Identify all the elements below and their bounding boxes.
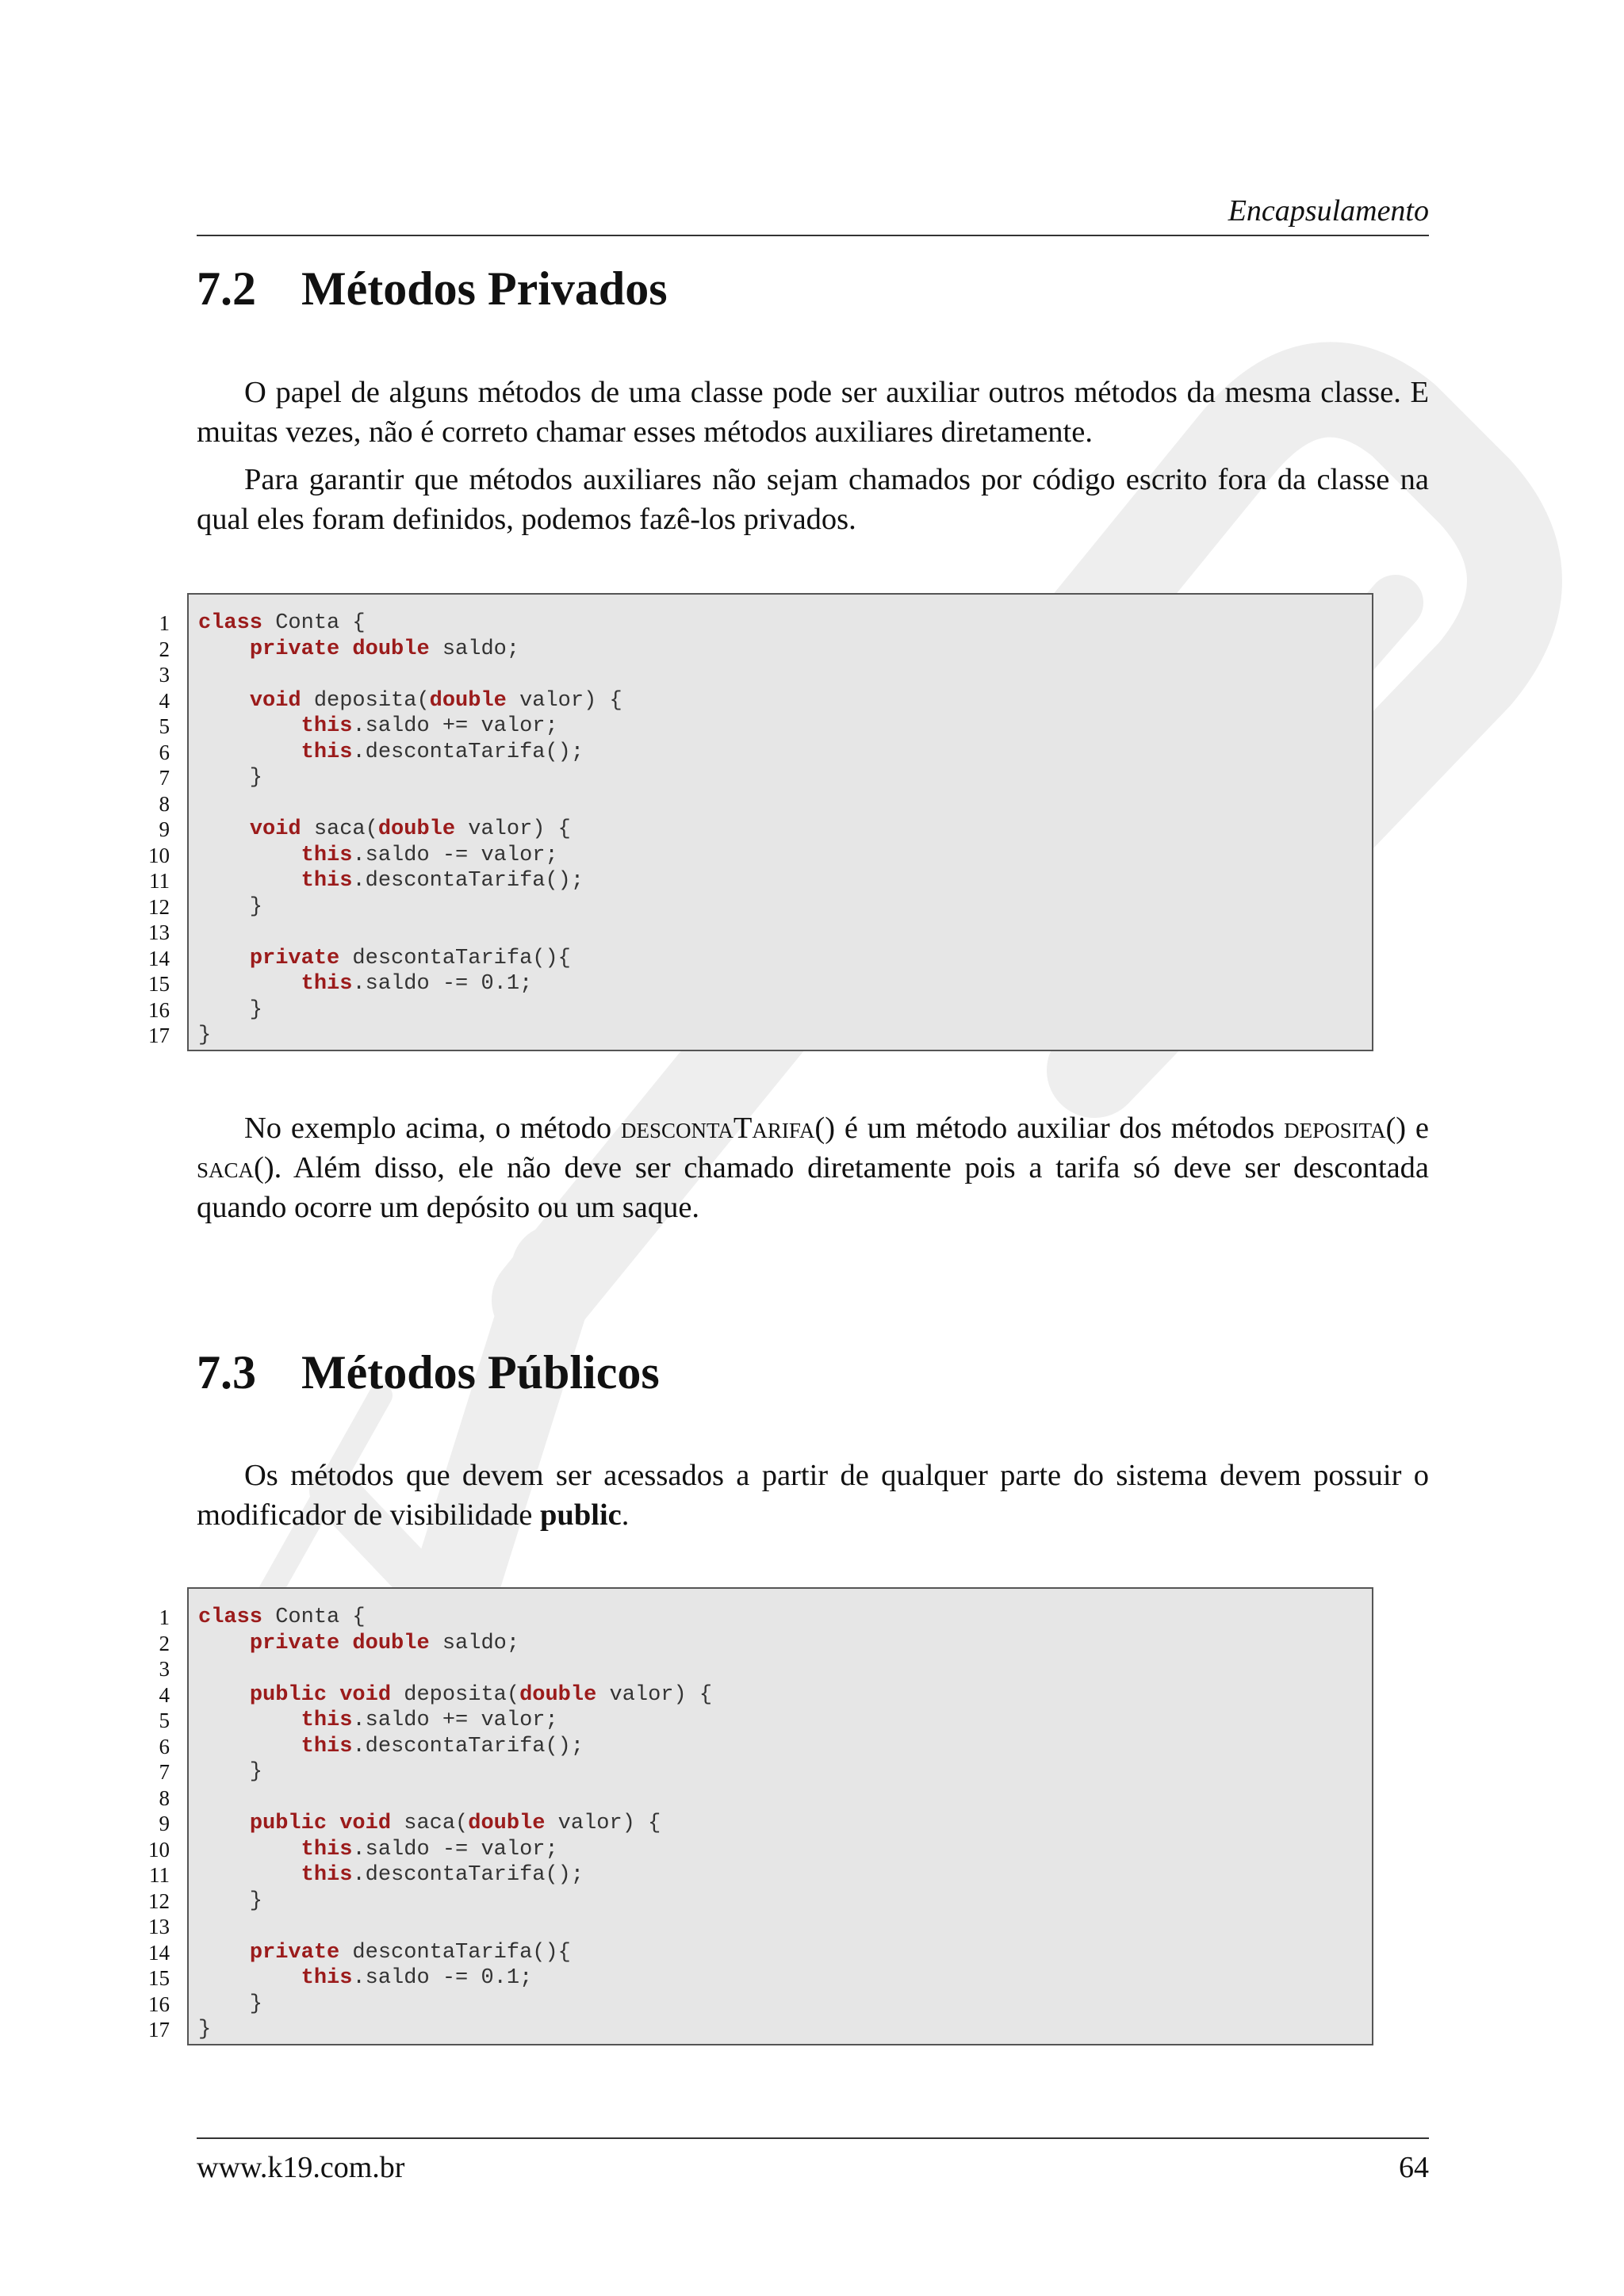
code-text xyxy=(198,817,250,841)
code-line xyxy=(198,1734,1372,1760)
code-text: .descontaTarifa(); xyxy=(352,1734,584,1758)
code-text xyxy=(198,1812,250,1835)
code-text xyxy=(198,1709,301,1732)
line-number: 8 xyxy=(159,1785,170,1810)
code-text xyxy=(198,689,250,713)
code-text: deposita( xyxy=(391,1682,520,1707)
code-text: Conta { xyxy=(262,1605,366,1629)
code-text xyxy=(198,1863,301,1887)
code-text: .saldo -= 0.1; xyxy=(352,972,533,996)
code-line xyxy=(198,1992,1372,2018)
code-keyword: void xyxy=(249,688,301,713)
code-line xyxy=(198,1682,1372,1709)
code-line xyxy=(198,1888,1372,1915)
line-number: 17 xyxy=(148,1024,170,1047)
code-text xyxy=(198,1632,250,1655)
section-7-2-title xyxy=(197,262,668,316)
code-text xyxy=(198,714,301,738)
line-number: 5 xyxy=(159,1709,170,1732)
code-text: } xyxy=(198,2018,212,2042)
code-line xyxy=(198,1914,1372,1940)
code-text: deposita( xyxy=(301,688,430,713)
code-line xyxy=(198,610,1372,637)
code-text: .descontaTarifa(); xyxy=(352,740,584,764)
line-number: 7 xyxy=(159,766,170,790)
keyword-public: public xyxy=(540,1498,622,1532)
paragraph: Para garantir que métodos auxiliares não sejam chamados por código escrito fora da classe na qual eles foram definidos, podemos fazê-los privados. xyxy=(197,463,1429,536)
code-line xyxy=(198,1965,1372,1992)
code-text xyxy=(198,844,301,867)
code-text xyxy=(198,972,301,996)
code-line xyxy=(198,637,1372,663)
code-text xyxy=(198,1838,301,1862)
code-keyword: public void xyxy=(249,1812,392,1835)
line-number: 14 xyxy=(148,946,170,970)
code-line xyxy=(198,894,1372,920)
section-title-text: Métodos Públicos xyxy=(301,1346,660,1399)
line-number: 7 xyxy=(159,1760,170,1784)
code-line xyxy=(198,714,1372,740)
line-number: 15 xyxy=(148,1966,170,1990)
code-listing-2 xyxy=(143,1587,1377,2045)
footer-url[interactable]: www.k19.com.br xyxy=(197,2151,405,2184)
code-keyword: public void xyxy=(249,1682,392,1707)
text-run: No exemplo acima, o método xyxy=(244,1112,622,1145)
line-number: 10 xyxy=(148,843,170,867)
code-line xyxy=(198,946,1372,972)
code-text: .saldo += valor; xyxy=(352,1709,558,1732)
text-run: () é um método auxiliar dos métodos xyxy=(814,1112,1285,1145)
line-number: 12 xyxy=(148,894,170,919)
paragraph: O papel de alguns métodos de uma classe pode ser auxiliar outros métodos da mesma classe. E muitas vezes, não é correto chamar esses métodos auxiliares diretamente. xyxy=(197,376,1429,449)
method-name-deposita: deposita xyxy=(1284,1112,1386,1145)
line-number: 9 xyxy=(159,1812,170,1835)
code-text: valor) { xyxy=(455,817,571,841)
code-line xyxy=(198,1811,1372,1837)
code-text: valor) { xyxy=(506,688,622,713)
code-text: } xyxy=(198,1024,212,1047)
code-text xyxy=(198,1735,301,1758)
code-text xyxy=(198,869,301,893)
paragraph xyxy=(197,1108,1429,1227)
code-box xyxy=(187,1587,1373,2045)
line-number: 16 xyxy=(148,997,170,1022)
code-line xyxy=(198,2017,1372,2043)
line-number: 17 xyxy=(148,2018,170,2042)
code-text: saldo; xyxy=(429,637,520,661)
code-line xyxy=(198,1631,1372,1657)
section-number: 7.2 xyxy=(197,262,256,315)
code-text xyxy=(198,1966,301,1990)
code-text xyxy=(198,740,301,764)
code-text: Conta { xyxy=(262,611,366,635)
code-keyword: this xyxy=(301,1863,353,1887)
code-text: saca( xyxy=(391,1812,469,1835)
line-number: 1 xyxy=(159,1605,170,1629)
method-name-saca: saca xyxy=(197,1151,255,1184)
line-number: 10 xyxy=(148,1837,170,1862)
line-number: 1 xyxy=(159,611,170,635)
line-number: 6 xyxy=(159,740,170,764)
code-box xyxy=(187,593,1373,1051)
code-keyword: this xyxy=(301,714,353,738)
code-keyword: class xyxy=(198,1605,263,1629)
code-line xyxy=(198,1023,1372,1049)
text-run: (). Além disso, ele não deve ser chamado diretamente pois a tarifa só deve ser descontada quando ocorre um depósito ou um saque. xyxy=(197,1151,1429,1224)
code-text: .saldo += valor; xyxy=(352,714,558,738)
line-number: 2 xyxy=(159,637,170,661)
code-text: } xyxy=(198,894,263,919)
code-keyword: this xyxy=(301,972,353,996)
line-number: 16 xyxy=(148,1992,170,2016)
code-line xyxy=(198,740,1372,766)
code-text xyxy=(198,637,250,661)
code-text: saca( xyxy=(301,817,378,841)
line-numbers xyxy=(143,1605,170,2043)
code-text: descontaTarifa(){ xyxy=(339,946,571,970)
section-title-text: Métodos Privados xyxy=(301,262,668,315)
code-text: .descontaTarifa(); xyxy=(352,869,584,893)
code-line xyxy=(198,1656,1372,1682)
text-run: () e xyxy=(1385,1112,1430,1145)
code-keyword: double xyxy=(468,1812,546,1835)
code-line xyxy=(198,1940,1372,1966)
line-number: 6 xyxy=(159,1734,170,1758)
code-keyword: double xyxy=(429,688,507,713)
code-line xyxy=(198,1785,1372,1812)
header-rule xyxy=(197,235,1429,236)
code-keyword: this xyxy=(301,1837,353,1862)
code-text: .saldo -= valor; xyxy=(352,843,558,867)
code-keyword: this xyxy=(301,740,353,764)
code-text: } xyxy=(198,1760,263,1784)
line-number: 8 xyxy=(159,791,170,816)
line-number: 2 xyxy=(159,1631,170,1655)
section-7-3-title xyxy=(197,1345,660,1400)
code-keyword: this xyxy=(301,843,353,867)
running-header: Encapsulamento xyxy=(1228,194,1429,228)
code-line xyxy=(198,817,1372,843)
code-keyword: this xyxy=(301,869,353,893)
code-line xyxy=(198,997,1372,1024)
page-number: 64 xyxy=(1399,2151,1429,2184)
code-line xyxy=(198,1605,1372,1631)
code-keyword: private xyxy=(249,946,340,970)
code-text: .saldo -= 0.1; xyxy=(352,1966,533,1990)
code-keyword: private double xyxy=(249,1631,430,1655)
code-keyword: double xyxy=(377,817,456,841)
code-listing-1 xyxy=(143,593,1377,1051)
line-number: 12 xyxy=(148,1888,170,1913)
code-line xyxy=(198,920,1372,946)
code-text: saldo; xyxy=(429,1631,520,1655)
line-number: 14 xyxy=(148,1940,170,1965)
code-text: } xyxy=(198,1888,263,1913)
code-text: valor) { xyxy=(545,1812,661,1835)
code-line xyxy=(198,868,1372,894)
code-keyword: this xyxy=(301,1709,353,1732)
line-number: 3 xyxy=(159,1657,170,1681)
text-run: . xyxy=(621,1498,630,1532)
line-number: 4 xyxy=(159,1682,170,1707)
line-number: 5 xyxy=(159,714,170,738)
code-keyword: this xyxy=(301,1734,353,1758)
line-number: 11 xyxy=(149,869,170,893)
code-keyword: private xyxy=(249,1940,340,1965)
line-number: 4 xyxy=(159,688,170,713)
code-text: .descontaTarifa(); xyxy=(352,1863,584,1887)
line-number: 3 xyxy=(159,663,170,687)
code-text: } xyxy=(198,766,263,790)
code-text: } xyxy=(198,1992,263,2016)
line-number: 13 xyxy=(148,1915,170,1938)
code-keyword: double xyxy=(519,1682,597,1707)
line-number: 15 xyxy=(148,972,170,996)
code-line xyxy=(198,1759,1372,1785)
code-keyword: this xyxy=(301,1966,353,1990)
code-text xyxy=(198,1941,250,1965)
code-text: valor) { xyxy=(596,1682,713,1707)
code-line xyxy=(198,688,1372,714)
code-keyword: void xyxy=(249,817,301,841)
code-line xyxy=(198,791,1372,817)
code-line xyxy=(198,1862,1372,1888)
code-keyword: class xyxy=(198,611,263,635)
code-text: descontaTarifa(){ xyxy=(339,1940,571,1965)
code-line xyxy=(198,1837,1372,1863)
line-number: 13 xyxy=(148,920,170,944)
paragraph xyxy=(197,1456,1429,1535)
footer-rule xyxy=(197,2137,1429,2139)
line-numbers xyxy=(143,610,170,1049)
text-run: Os métodos que devem ser acessados a partir de qualquer parte do sistema devem possuir o modificador de visibilidade xyxy=(197,1459,1429,1532)
code-text xyxy=(198,947,250,970)
code-keyword: private double xyxy=(249,637,430,661)
code-line xyxy=(198,765,1372,791)
code-line xyxy=(198,843,1372,869)
code-text: .saldo -= valor; xyxy=(352,1837,558,1862)
code-line xyxy=(198,971,1372,997)
code-text: } xyxy=(198,997,263,1022)
code-line xyxy=(198,1708,1372,1734)
method-name-descontatarifa: descontaTarifa xyxy=(621,1112,815,1145)
code-text xyxy=(198,1683,250,1707)
section-number: 7.3 xyxy=(197,1346,256,1399)
code-line xyxy=(198,662,1372,688)
line-number: 9 xyxy=(159,817,170,841)
line-number: 11 xyxy=(149,1863,170,1887)
